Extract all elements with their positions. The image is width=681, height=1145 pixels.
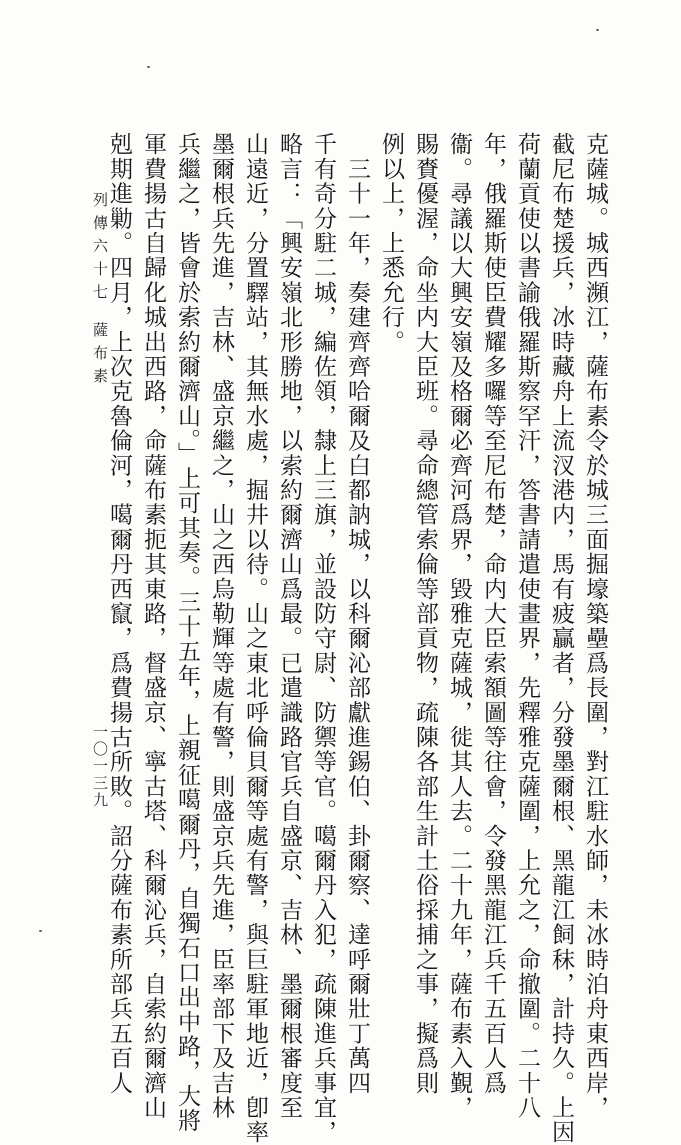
- text-column: 墨爾根兵先進，吉林、盛京繼之，山之西烏勒輝等處有警，則盛京兵先進，臣率部下及吉林: [208, 132, 234, 1120]
- text-column: 年，俄羅斯使臣費耀多囉等至尼布楚，命内大臣索額圖等往會，令發黑龍江兵千五百人爲: [480, 132, 506, 1096]
- text-column: 剋期進勦。四月，上次克魯倫河，噶爾丹西竄，爲費揚古所敗。詔分薩布素所部兵五百人: [106, 132, 132, 1096]
- text-column: 兵繼之，皆會於索約爾濟山。」上可其奏。三十五年，上親征噶爾丹，自獨石口出中路，大將: [174, 132, 200, 1134]
- paper-speck: [147, 66, 150, 68]
- text-column: 賜賚優渥，命坐内大臣班。尋命總管索倫等部貢物，疏陳各部生計土俗採捕之事，擬爲則: [412, 132, 438, 1096]
- text-column: 克薩城。城西瀕江，薩布素令於城三面掘壕築壘爲長圍，對江駐水師，未冰時泊舟東西岸，: [582, 132, 608, 1120]
- text-column: 截尼布楚援兵，冰時藏舟上流汊港内，馬有疲贏者，分發墨爾根、黑龍江飼秣，計持久。上因: [548, 132, 574, 1145]
- paper-speck: [39, 930, 42, 932]
- text-column: 衞。尋議以大興安嶺及格爾必齊河爲界，毀雅克薩城，徙其人去。二十九年，薩布素入覲，: [446, 132, 472, 1120]
- text-column: 山遠近，分置驛站，其無水處，掘井以待。山之東北呼倫貝爾等處有警，與巨駐軍地近，卽率: [242, 132, 268, 1145]
- text-column: 三十一年，奏建齊齊哈爾及白都訥城，以科爾沁部獻進錫伯、卦爾察、達呼爾壯丁萬四: [344, 132, 370, 1096]
- paper-speck: [596, 29, 599, 31]
- chapter-heading: 列傳六十七: [91, 192, 109, 307]
- text-column: 軍費揚古自歸化城出西路，命薩布素扼其東路，督盛京、寧古塔、科爾沁兵，自索約爾濟山: [140, 132, 166, 1120]
- text-column: 例以上，上悉允行。: [378, 132, 404, 355]
- text-column: 略言：「興安嶺北形勝地，以索約爾濟山爲最。已遣識路官兵自盛京、吉林、墨爾根審度至: [276, 132, 302, 1120]
- page-number: 一〇一三九: [91, 724, 109, 809]
- text-column: 荷蘭貢使以書諭俄羅斯察罕汗，答書請遣使畫界，先釋雅克薩圍，上允之，命撤圍。二十八: [514, 132, 540, 1120]
- biography-name: 薩布素: [91, 322, 109, 391]
- text-column: 千有奇分駐二城，編佐領，隸上三旗，並設防守尉、防禦等官。噶爾丹入犯，疏陳進兵事宜，: [310, 132, 336, 1145]
